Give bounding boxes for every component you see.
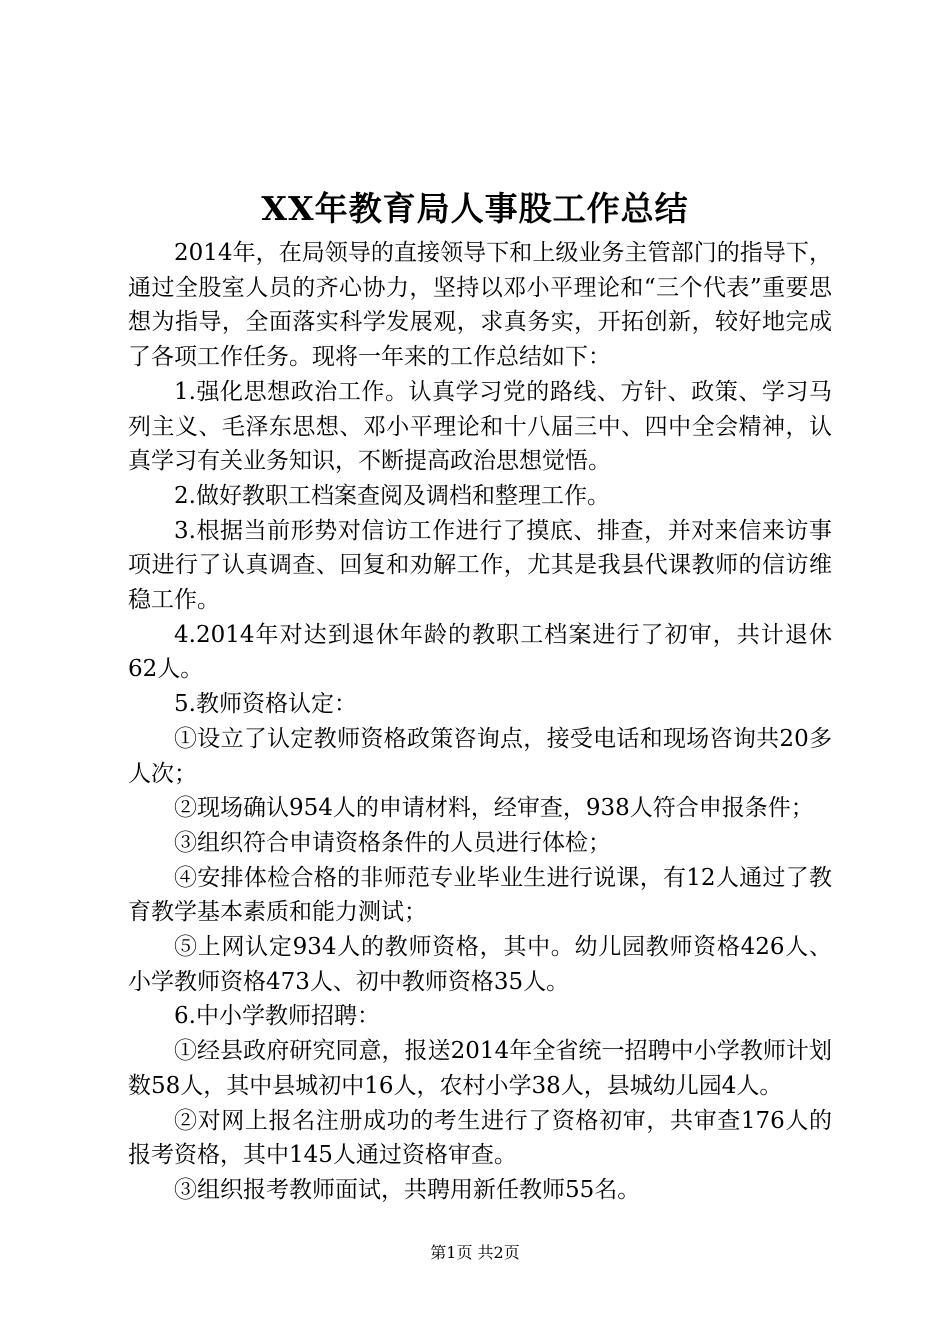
paragraph-item-2: 2.做好教职工档案查阅及调档和整理工作。: [174, 482, 610, 509]
paragraph-item-5-heading: 5.教师资格认定：: [174, 691, 357, 718]
paragraph-item-5-5: ⑤上网认定934人的教师资格，其中。幼儿园教师资格426人、小学教师资格473人、初中教师资格35人。: [128, 934, 832, 995]
paragraph-item-5-1: ①设立了认定教师资格政策咨询点，接受电话和现场咨询共20多人次；: [128, 725, 832, 787]
paragraph-item-6-heading: 6.中小学教师招聘：: [174, 1003, 380, 1030]
paragraph-item-5-2: ②现场确认954人的申请材料，经审查，938人符合申报条件；: [174, 795, 814, 822]
paragraph-item-6-3: ③组织报考教师面试，共聘用新任教师55名。: [174, 1176, 641, 1203]
paragraph-item-6-2: ②对网上报名注册成功的考生进行了资格初审，共审查176人的报考资格，其中145人通过资格审查。: [128, 1107, 832, 1169]
document-body: [128, 236, 832, 1208]
paragraph-item-5-3: ③组织符合申请资格条件的人员进行体检；: [174, 829, 611, 856]
paragraph-intro: 2014年，在局领导的直接领导下和上级业务主管部门的指导下，通过全股室人员的齐心协力，坚持以邓小平理论和“三个代表”重要思想为指导，全面落实科学发展观，求真务实，开拓创新，较好地完成了各项工作任务。现将一年来的工作总结如下：: [128, 240, 832, 371]
paragraph-item-4: 4.2014年对达到退休年龄的教职工档案进行了初审，共计退休62人。: [128, 621, 832, 683]
paragraph-item-1: 1.强化思想政治工作。认真学习党的路线、方针、政策、学习马列主义、毛泽东思想、邓小平理论和十八届三中、四中全会精神，认真学习有关业务知识，不断提高政治思想觉悟。: [128, 378, 832, 475]
paragraph-item-5-4: ④安排体检合格的非师范专业毕业生进行说课，有12人通过了教育教学基本素质和能力测试；: [128, 864, 832, 926]
document-title: XX年教育局人事股工作总结: [261, 189, 689, 228]
paragraph-item-3: 3.根据当前形势对信访工作进行了摸底、排查，并对来信来访事项进行了认真调查、回复和劝解工作，尤其是我县代课教师的信访维稳工作。: [128, 517, 832, 614]
paragraph-item-6-1: ①经县政府研究同意，报送2014年全省统一招聘中小学教师计划数58人，其中县城初中16人，农村小学38人，县城幼儿园4人。: [128, 1038, 832, 1099]
page-footer: 第1页 共2页: [430, 1243, 520, 1262]
